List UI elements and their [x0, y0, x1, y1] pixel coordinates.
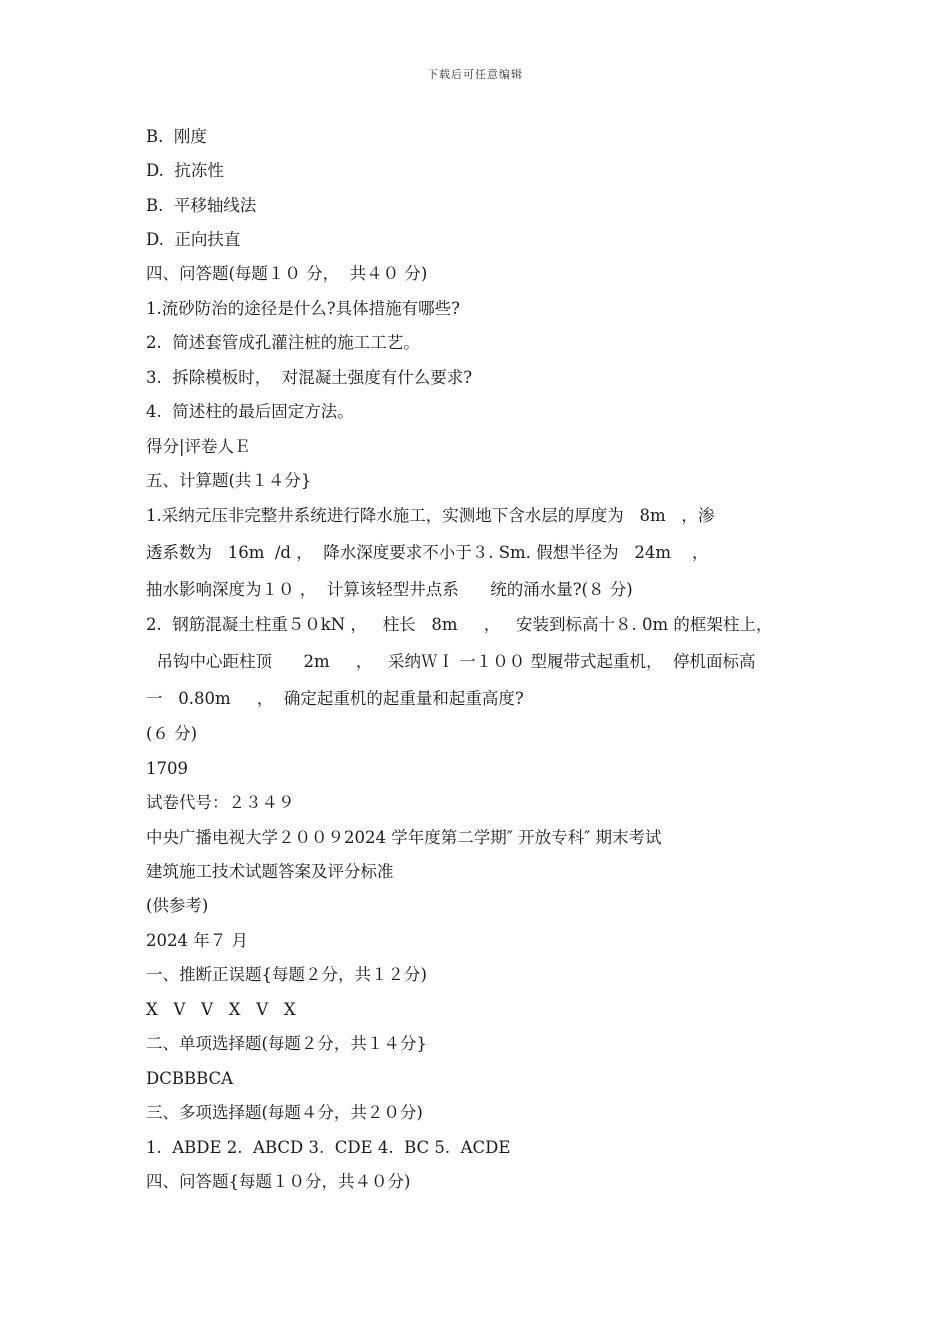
- text-line: D. 抗冻性: [146, 161, 224, 180]
- text-line: D. 正向扶直: [146, 230, 241, 249]
- section-heading: 一、推断正误题{每题２分，共１２分): [146, 965, 427, 984]
- question-line: 2. 钢筋混凝土柱重５０kN ， 柱长 8m ， 安装到标高十８. 0m 的框架柱上，: [146, 615, 773, 634]
- question-line: 2. 简述套管成孔灌注桩的施工工艺。: [146, 333, 420, 352]
- question-line: 抽水影响深度为１０ ， 计算该轻型井点系 统的涌水量?(８ 分): [146, 580, 633, 599]
- question-line: 1.流砂防治的途径是什么?具体措施有哪些?: [146, 299, 460, 318]
- text-line: B. 平移轴线法: [146, 196, 257, 215]
- question-line: 4. 简述柱的最后固定方法。: [146, 402, 354, 421]
- exam-code: 试卷代号：２３４９: [146, 793, 295, 812]
- answer-line: X V V X V X: [146, 1000, 296, 1019]
- section-heading: 二、单项选择题(每题２分，共１４分}: [146, 1034, 427, 1053]
- answer-line: 1. ABDE 2. ABCD 3. CDE 4. BC 5. ACDE: [146, 1138, 511, 1157]
- section-heading: 五、计算题(共１４分}: [146, 471, 312, 490]
- page-header-note: 下载后可任意编辑: [427, 68, 523, 81]
- answer-line: DCBBBCA: [146, 1069, 234, 1088]
- question-line: 3. 拆除模板时， 对混凝土强度有什么要求?: [146, 368, 473, 387]
- page-number: 1709: [146, 759, 188, 778]
- score-reviewer-label: 得分|评卷人Ｅ: [146, 437, 251, 456]
- exam-date: 2024 年７ 月: [146, 931, 248, 950]
- question-line: 透系数为 16m /d ， 降水深度要求不小于３. Sm. 假想半径为 24m ，: [146, 543, 709, 562]
- question-line: 一 0.80m ， 确定起重机的起重量和起重高度?: [146, 689, 524, 708]
- exam-subtitle: 建筑施工技术试题答案及评分标准: [146, 862, 394, 881]
- text-line: (６ 分): [146, 724, 198, 743]
- exam-title: 中央广播电视大学２００９2024 学年度第二学期″ 开放专科″ 期末考试: [146, 828, 662, 847]
- text-line: (供参考): [146, 896, 209, 915]
- section-heading: 三、多项选择题(每题４分，共２０分): [146, 1103, 423, 1122]
- question-line: 1.采纳元压非完整井系统进行降水施工，实测地下含水层的厚度为 8m ，渗: [146, 506, 715, 525]
- section-heading: 四、问答题{每题１０分，共４０分): [146, 1172, 411, 1191]
- question-line: 吊钩中心距柱顶 2m ， 采纳ＷＩ 一１００ 型履带式起重机， 停机面标高: [146, 652, 756, 671]
- text-line: B. 刚度: [146, 127, 207, 146]
- section-heading: 四、问答题(每题１０ 分， 共４０ 分): [146, 264, 428, 283]
